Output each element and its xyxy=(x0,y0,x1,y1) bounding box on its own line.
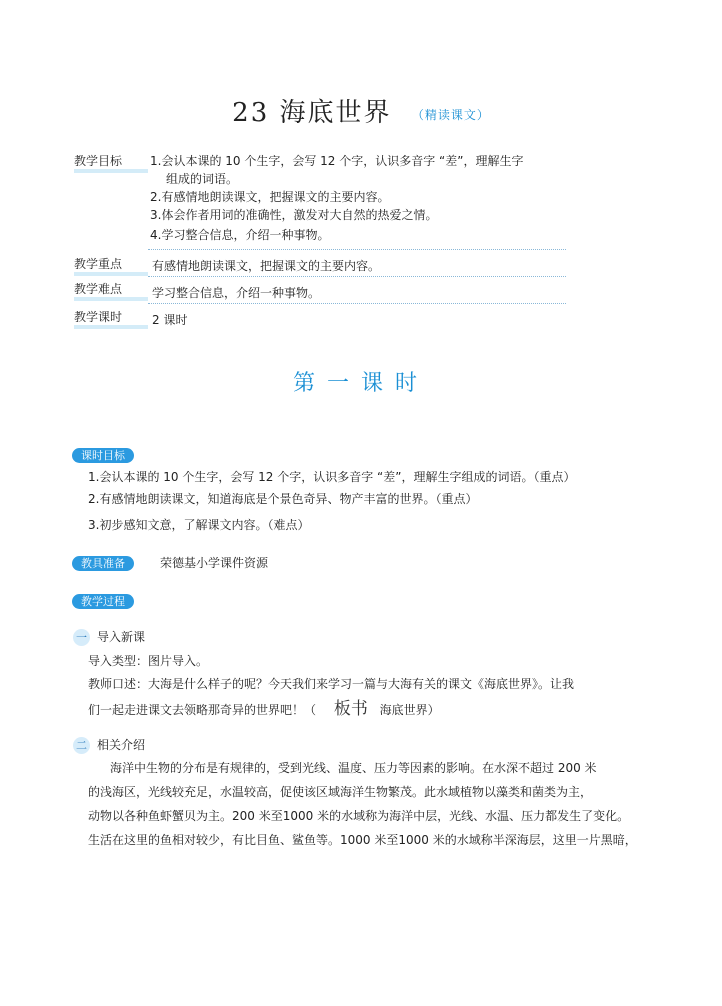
section-title: 相关介绍 xyxy=(97,738,146,752)
prep-value: 荣德基小学课件资源 xyxy=(160,556,269,570)
paragraph-line: 动物以各种鱼虾蟹贝为主。200 米至1000 米的水域称为海洋中层，光线、水温、压力都发生了变化。 xyxy=(88,809,630,823)
board-writing-label: 板书 xyxy=(333,699,368,719)
divider xyxy=(148,276,566,277)
goal-line-2: 2.有感情地朗读课文，把握课文的主要内容。 xyxy=(150,190,390,204)
hours-text: 2 课时 xyxy=(152,313,188,327)
goal-line-3: 3.体会作者用词的准确性，激发对大自然的热爱之情。 xyxy=(150,208,438,222)
goal-line-1: 1.会认本课的 10 个生字，会写 12 个字，认识多音字 “差”，理解生字 xyxy=(150,154,524,168)
speech-text: 海底世界） xyxy=(379,703,440,717)
divider xyxy=(148,249,566,250)
hours-label: 教学课时 xyxy=(74,309,148,329)
lesson-type-tag: （精读课文） xyxy=(411,107,490,122)
lesson-goal-2: 2.有感情地朗读课文，知道海底是个景色奇异、物产丰富的世界。（重点） xyxy=(88,492,478,506)
lesson-goal-3: 3.初步感知文意，了解课文内容。（难点） xyxy=(88,518,310,532)
lesson-goals-label: 课时目标 xyxy=(72,448,134,463)
key-point-text: 有感情地朗读课文，把握课文的主要内容。 xyxy=(152,259,381,273)
difficult-point-label: 教学难点 xyxy=(74,281,148,301)
speech-text: 们一起走进课文去领略那奇异的世界吧！（ xyxy=(88,703,317,717)
teacher-speech-line-1: 教师口述：大海是什么样子的呢？今天我们来学习一篇与大海有关的课文《海底世界》。让我 xyxy=(88,677,575,691)
section-number: 一 xyxy=(73,629,90,646)
key-point-label: 教学重点 xyxy=(74,256,148,276)
paragraph-line: 生活在这里的鱼相对较少，有比目鱼、鲨鱼等。1000 米至1000 米的水域称半深海层，这里一片黑暗， xyxy=(88,833,637,847)
lesson-number: 23 xyxy=(232,98,270,128)
goal-line-4: 4.学习整合信息，介绍一种事物。 xyxy=(150,228,330,242)
goals-label: 教学目标 xyxy=(74,153,148,173)
lesson-goal-1: 1.会认本课的 10 个生字，会写 12 个字，认识多音字 “差”，理解生字组成的词语。（重点） xyxy=(88,470,576,484)
lesson-name: 海底世界 xyxy=(279,98,392,128)
paragraph-line: 的浅海区，光线较充足，水温较高，促使该区域海洋生物繁茂。此水域植物以藻类和菌类为主， xyxy=(88,785,593,799)
divider xyxy=(148,303,566,304)
intro-type: 导入类型：图片导入。 xyxy=(88,654,209,668)
difficult-point-text: 学习整合信息，介绍一种事物。 xyxy=(152,286,321,300)
prep-label: 教具准备 xyxy=(72,556,134,571)
lesson-heading: 第一课时 xyxy=(292,371,429,396)
page-title xyxy=(0,92,722,129)
goal-line-1b: 组成的词语。 xyxy=(166,172,239,186)
section-number: 二 xyxy=(73,737,90,754)
teacher-speech-line-2 xyxy=(88,699,440,720)
paragraph-line: 海洋中生物的分布是有规律的，受到光线、温度、压力等因素的影响。在水深不超过 200 米 xyxy=(110,761,597,775)
section-title: 导入新课 xyxy=(97,630,146,644)
process-label: 教学过程 xyxy=(72,594,134,609)
